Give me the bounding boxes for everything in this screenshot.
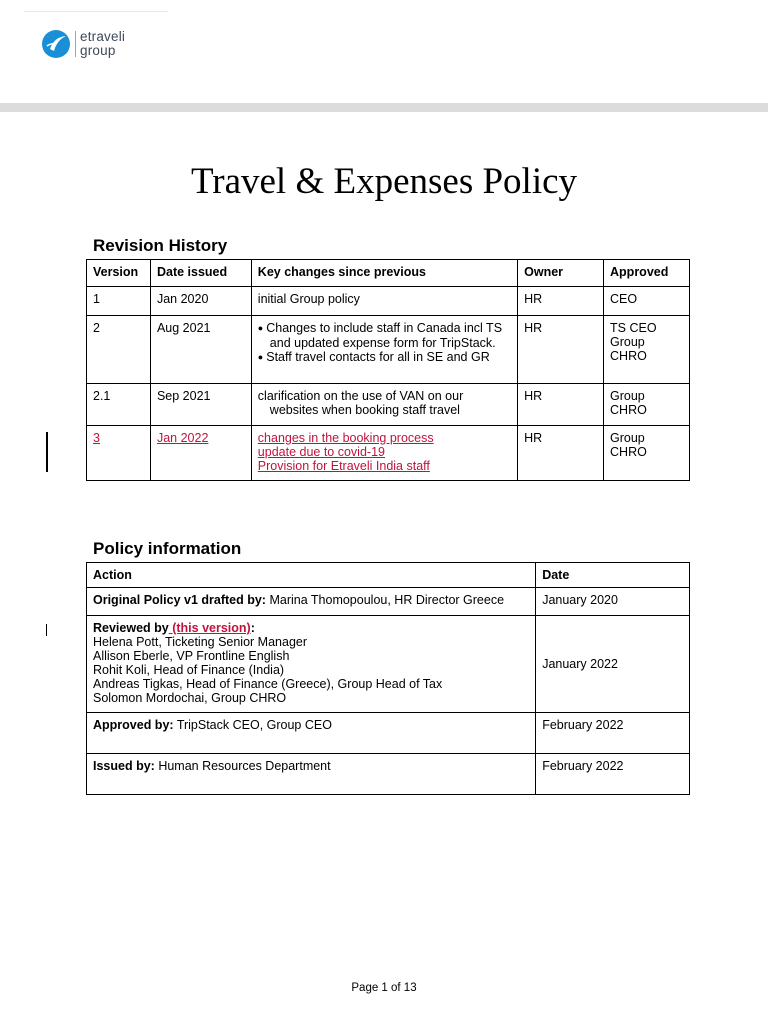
reviewed-colon: : — [250, 621, 255, 635]
company-logo — [41, 29, 125, 59]
owner-cell: HR — [518, 316, 604, 384]
revision-history-heading: Revision History — [93, 236, 228, 255]
drafted-cell — [87, 588, 536, 616]
approver-line: TS CEO — [610, 321, 657, 335]
changes-cell — [251, 384, 517, 426]
approved-cell — [87, 713, 536, 754]
column-header: Date issued — [150, 260, 251, 287]
header-rule — [24, 11, 168, 12]
changes-cell — [251, 316, 517, 384]
owner-cell: HR — [518, 287, 604, 316]
drafted-value: Marina Thomopoulou, HR Director Greece — [269, 593, 505, 607]
table-header-row — [87, 260, 690, 287]
approver-line: Group — [610, 335, 645, 349]
logo-wordmark — [80, 30, 125, 58]
change-text: clarification on the use of VAN on our websites when booking staff travel — [257, 389, 464, 417]
approved-label: Approved by: — [93, 718, 174, 732]
date-cell: February 2022 — [536, 713, 690, 754]
table-row — [87, 713, 690, 754]
policy-information-table — [86, 562, 690, 795]
table-row — [87, 616, 690, 713]
version-cell: 2.1 — [87, 384, 151, 426]
change-line: changes in the booking process — [257, 431, 434, 445]
approver-line: Group — [610, 389, 645, 403]
column-header: Approved — [604, 260, 690, 287]
change-line: update due to covid-19 — [257, 445, 385, 459]
approved-cell — [604, 426, 690, 481]
reviewer-name: Solomon Mordochai, Group CHRO — [93, 691, 287, 705]
version-cell: 1 — [87, 287, 151, 316]
table-header-row — [87, 563, 690, 588]
date-cell: Aug 2021 — [150, 316, 251, 384]
changes-cell: initial Group policy — [251, 287, 517, 316]
owner-cell: HR — [518, 426, 604, 481]
approved-value: TripStack CEO, Group CEO — [176, 718, 332, 732]
date-cell: January 2022 — [536, 616, 690, 713]
reviewer-name: Rohit Koli, Head of Finance (India) — [93, 663, 285, 677]
column-header: Version — [87, 260, 151, 287]
page-number: Page 1 of 13 — [351, 982, 417, 994]
change-line: Provision for Etraveli India staff — [257, 459, 430, 473]
date-cell: Jan 2020 — [150, 287, 251, 316]
approver-line: CHRO — [610, 349, 647, 363]
table-row — [87, 384, 690, 426]
approved-cell — [604, 384, 690, 426]
issued-cell — [87, 754, 536, 795]
header-band — [0, 103, 768, 112]
date-cell: January 2020 — [536, 588, 690, 616]
reviewed-change-bar — [46, 624, 47, 636]
changes-list — [258, 321, 511, 365]
reviewer-name: Helena Pott, Ticketing Senior Manager — [93, 635, 308, 649]
owner-cell: HR — [518, 384, 604, 426]
date-cell: Jan 2022 — [150, 426, 251, 481]
date-cell: February 2022 — [536, 754, 690, 795]
date-cell: Sep 2021 — [150, 384, 251, 426]
column-header: Owner — [518, 260, 604, 287]
logo-divider — [75, 31, 76, 57]
list-item: ● Changes to include staff in Canada incl TS and updated expense form for TripStack. — [258, 321, 511, 350]
approver-line: CHRO — [610, 445, 647, 459]
table-row — [87, 316, 690, 384]
table-row — [87, 754, 690, 795]
document-title: Travel & Expenses Policy — [190, 161, 578, 202]
issued-label: Issued by: — [93, 759, 155, 773]
policy-information-heading: Policy information — [93, 539, 242, 558]
approver-line: Group — [610, 431, 645, 445]
approver-line: CHRO — [610, 403, 647, 417]
drafted-label: Original Policy v1 drafted by: — [93, 593, 266, 607]
list-item: ● Staff travel contacts for all in SE and GR — [258, 350, 511, 365]
approved-cell — [604, 316, 690, 384]
column-header: Action — [87, 563, 536, 588]
etraveli-logo-icon — [41, 29, 71, 59]
version-cell: 2 — [87, 316, 151, 384]
column-header: Date — [536, 563, 690, 588]
logo-line-2: group — [80, 43, 116, 58]
table-row — [87, 588, 690, 616]
issued-value: Human Resources Department — [158, 759, 331, 773]
reviewer-name: Allison Eberle, VP Frontline English — [93, 649, 290, 663]
changes-cell — [251, 426, 517, 481]
reviewed-label: Reviewed by — [93, 621, 169, 635]
table-row — [87, 287, 690, 316]
revision-history-table — [86, 259, 690, 481]
version-cell: 3 — [87, 426, 151, 481]
approved-cell: CEO — [604, 287, 690, 316]
reviewer-name: Andreas Tigkas, Head of Finance (Greece), Group Head of Tax — [93, 677, 443, 691]
table-row — [87, 426, 690, 481]
reviewed-cell — [87, 616, 536, 713]
this-version-note: (this version) — [168, 621, 251, 635]
column-header: Key changes since previous — [251, 260, 517, 287]
revision-change-bar — [46, 432, 48, 472]
logo-line-1: etraveli — [80, 29, 126, 44]
